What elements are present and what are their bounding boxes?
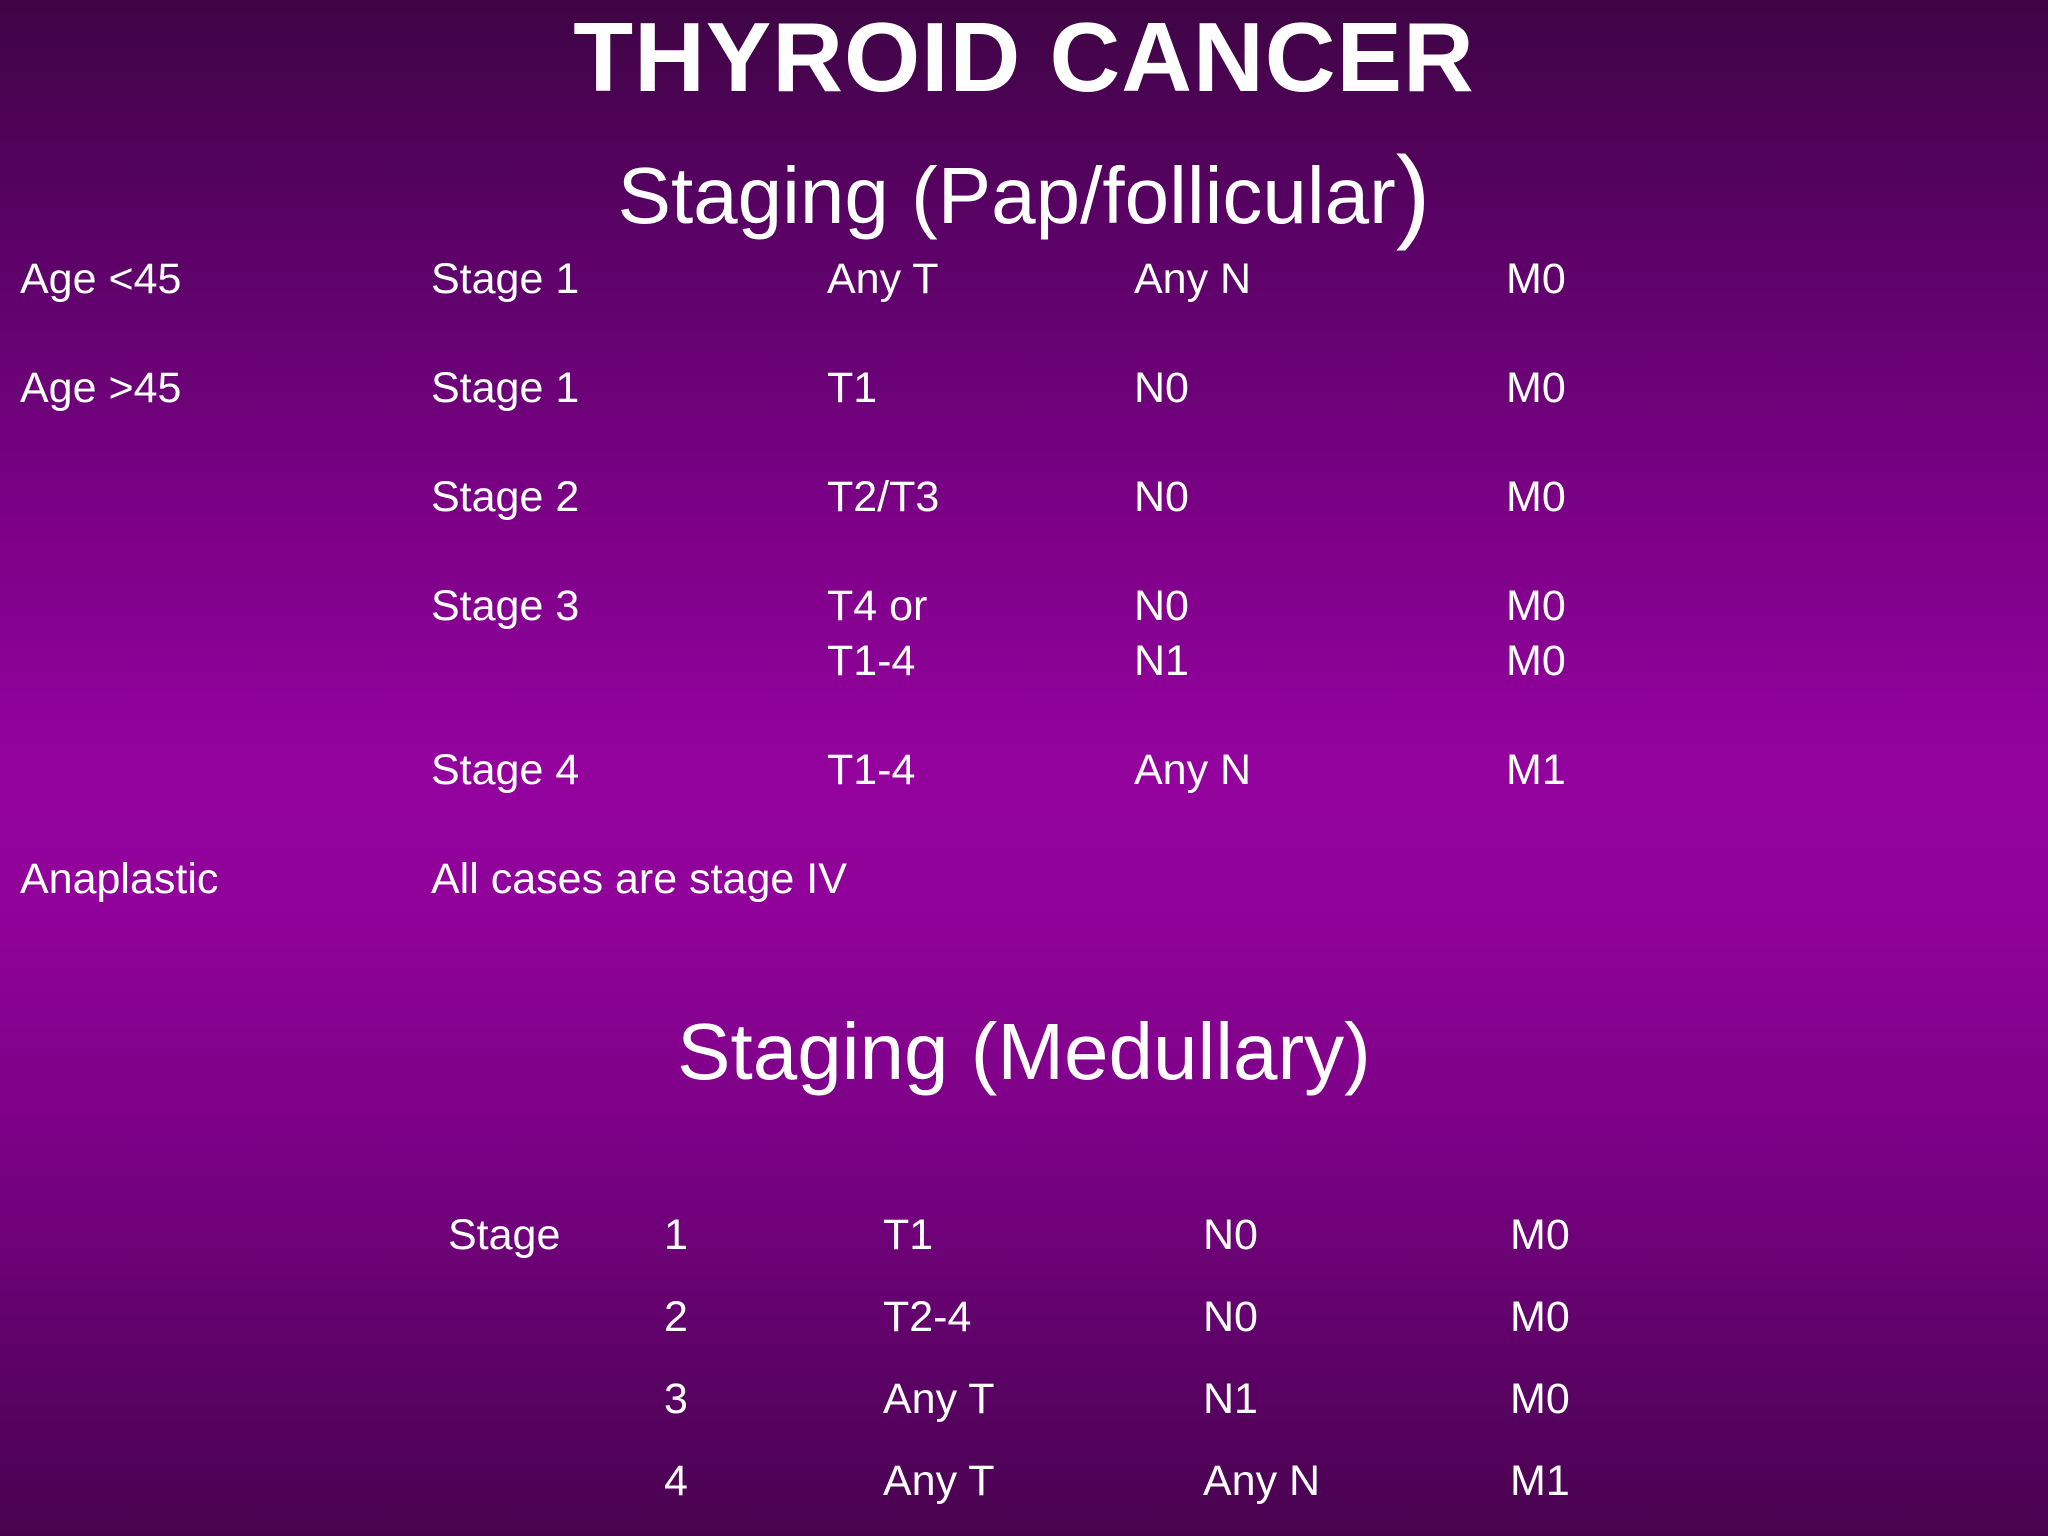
subtitle-pap-close-paren: ) — [1395, 136, 1431, 252]
anaplastic-text: All cases are stage IV — [431, 855, 847, 903]
pap-t-cell: T1 — [827, 364, 878, 412]
medullary-m-cell: M0 — [1510, 1211, 1570, 1259]
pap-stage-cell: Stage 1 — [431, 364, 580, 412]
pap-t-cell: T2/T3 — [827, 473, 940, 521]
medullary-stage-number: 3 — [664, 1375, 688, 1423]
pap-m-cell: M0 — [1506, 255, 1566, 303]
medullary-t-cell: T1 — [883, 1211, 934, 1259]
medullary-t-cell: Any T — [883, 1375, 995, 1423]
medullary-n-cell: N0 — [1203, 1211, 1258, 1259]
pap-n-cell: N0 — [1134, 473, 1189, 521]
pap-stage-cell: Stage 4 — [431, 746, 580, 794]
pap-t-cell: T4 or — [827, 582, 928, 630]
pap-m-cell: M1 — [1506, 746, 1566, 794]
pap-stage-cell: Stage 3 — [431, 582, 580, 630]
pap-m-cell: M0 — [1506, 364, 1566, 412]
subtitle-pap-text: Staging (Pap/follicular — [617, 151, 1396, 240]
pap-m-cell: M0 — [1506, 473, 1566, 521]
pap-t-cell: Any T — [827, 255, 939, 303]
pap-t-cell: T1-4 — [827, 637, 916, 685]
medullary-t-cell: T2-4 — [883, 1293, 972, 1341]
pap-stage-cell: Stage 1 — [431, 255, 580, 303]
anaplastic-label: Anaplastic — [20, 855, 219, 903]
medullary-t-cell: Any T — [883, 1457, 995, 1505]
subtitle-pap-follicular — [0, 136, 2048, 252]
subtitle-medullary: Staging (Medullary) — [677, 1007, 1371, 1096]
pap-n-cell: N0 — [1134, 582, 1189, 630]
pap-m-cell: M0 — [1506, 637, 1566, 685]
pap-stage-cell: Stage 2 — [431, 473, 580, 521]
medullary-stage-number: 2 — [664, 1293, 688, 1341]
medullary-m-cell: M0 — [1510, 1293, 1570, 1341]
medullary-m-cell: M1 — [1510, 1457, 1570, 1505]
pap-m-cell: M0 — [1506, 582, 1566, 630]
pap-age-cell: Age >45 — [20, 364, 182, 412]
pap-age-cell: Age <45 — [20, 255, 182, 303]
pap-n-cell: Any N — [1134, 255, 1252, 303]
pap-n-cell: Any N — [1134, 746, 1252, 794]
pap-n-cell: N1 — [1134, 637, 1189, 685]
pap-n-cell: N0 — [1134, 364, 1189, 412]
pap-t-cell: T1-4 — [827, 746, 916, 794]
medullary-n-cell: Any N — [1203, 1457, 1321, 1505]
medullary-stage-label: Stage — [448, 1211, 561, 1259]
slide-title: THYROID CANCER — [573, 2, 1475, 112]
medullary-m-cell: M0 — [1510, 1375, 1570, 1423]
medullary-stage-number: 1 — [664, 1211, 688, 1259]
medullary-n-cell: N1 — [1203, 1375, 1258, 1423]
medullary-n-cell: N0 — [1203, 1293, 1258, 1341]
medullary-stage-number: 4 — [664, 1457, 688, 1505]
